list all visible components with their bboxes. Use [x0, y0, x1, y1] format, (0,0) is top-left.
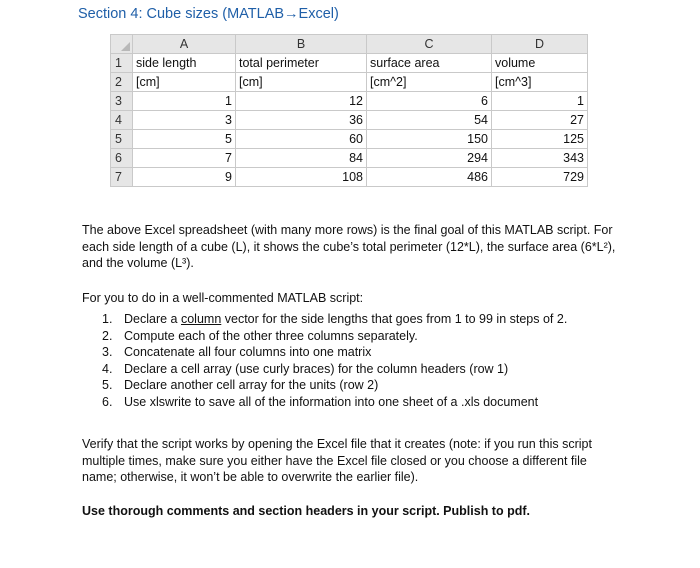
- cell[interactable]: 60: [236, 130, 367, 149]
- list-item: [82, 377, 642, 394]
- cell[interactable]: 54: [367, 111, 492, 130]
- list-item: [82, 344, 642, 361]
- table-row: [111, 168, 588, 187]
- arrow-icon: →: [284, 6, 299, 22]
- title-prefix: Section 4: Cube sizes (MATLAB: [78, 6, 285, 22]
- task-intro: For you to do in a well-commented MATLAB script:: [82, 291, 364, 305]
- cell[interactable]: 5: [133, 130, 236, 149]
- item-text: Declare a cell array (use curly braces) for the column headers (row 1): [124, 361, 509, 376]
- section-title: [78, 6, 339, 22]
- list-item: [82, 361, 642, 378]
- item-text: Declare another cell array for the units (row 2): [124, 378, 379, 392]
- cell[interactable]: 27: [492, 111, 588, 130]
- cell[interactable]: 729: [492, 168, 588, 187]
- item-number: 5.: [102, 378, 113, 392]
- cell[interactable]: 12: [236, 92, 367, 111]
- task-list: [82, 311, 642, 410]
- cell-b2[interactable]: [cm]: [236, 73, 367, 92]
- column-header-d[interactable]: D: [492, 35, 588, 54]
- cell[interactable]: 125: [492, 130, 588, 149]
- item-text: Concatenate all four columns into one matrix: [124, 345, 372, 359]
- row-header[interactable]: 1: [111, 54, 133, 73]
- row-header[interactable]: 5: [111, 130, 133, 149]
- cell-b1[interactable]: total perimeter: [236, 54, 367, 73]
- item-number: 6.: [102, 394, 113, 409]
- item-text: Use xlswrite to save all of the information into one sheet of a .xls document: [124, 394, 539, 409]
- row-header[interactable]: 6: [111, 149, 133, 168]
- verify-paragraph: Verify that the script works by opening the Excel file that it creates (note: if you run this script multiple times, make sure you either have the Excel file closed or you choose a different file name; otherwise, it won’t be able to overwrite the earlier file).: [82, 437, 592, 484]
- cell[interactable]: 486: [367, 168, 492, 187]
- cell[interactable]: 3: [133, 111, 236, 130]
- closing-instruction: Use thorough comments and section headers in your script. Publish to pdf.: [82, 504, 530, 518]
- list-item: [82, 311, 642, 328]
- cell[interactable]: 7: [133, 149, 236, 168]
- intro-paragraph: The above Excel spreadsheet (with many more rows) is the final goal of this MATLAB script. For each side length of a cube (L), it shows the cube’s total perimeter (12*L), the surface area (6*L²), and the volume (L³).: [82, 223, 616, 270]
- cell-c1[interactable]: surface area: [367, 54, 492, 73]
- item-number: 4.: [102, 361, 113, 376]
- cell-d1[interactable]: volume: [492, 54, 588, 73]
- title-suffix: Excel): [298, 6, 339, 22]
- cell[interactable]: 150: [367, 130, 492, 149]
- cell[interactable]: 108: [236, 168, 367, 187]
- row-header[interactable]: 2: [111, 73, 133, 92]
- item-underlined: column: [180, 312, 222, 326]
- row-header[interactable]: 7: [111, 168, 133, 187]
- item-number: 2.: [102, 328, 113, 343]
- item-text: Declare a: [124, 312, 181, 326]
- cell[interactable]: 1: [492, 92, 588, 111]
- cell[interactable]: 36: [236, 111, 367, 130]
- column-header-b[interactable]: B: [236, 35, 367, 54]
- table-row: [111, 92, 588, 111]
- cell-a1[interactable]: side length: [133, 54, 236, 73]
- cell[interactable]: 9: [133, 168, 236, 187]
- cell[interactable]: 294: [367, 149, 492, 168]
- cell-a2[interactable]: [cm]: [133, 73, 236, 92]
- cell-c2[interactable]: [cm^2]: [367, 73, 492, 92]
- column-header-c[interactable]: C: [367, 35, 492, 54]
- item-text: Compute each of the other three columns separately.: [124, 328, 418, 343]
- select-all-corner[interactable]: [111, 35, 133, 54]
- table-row: [111, 54, 588, 73]
- cell[interactable]: 1: [133, 92, 236, 111]
- cell[interactable]: 343: [492, 149, 588, 168]
- cell[interactable]: 6: [367, 92, 492, 111]
- table-row: [111, 111, 588, 130]
- spreadsheet: [110, 34, 588, 187]
- table-row: [111, 73, 588, 92]
- item-number: 1.: [102, 312, 113, 326]
- row-header[interactable]: 3: [111, 92, 133, 111]
- item-text: vector for the side lengths that goes from 1 to 99 in steps of 2.: [221, 312, 568, 326]
- column-header-row: [111, 35, 588, 54]
- row-header[interactable]: 4: [111, 111, 133, 130]
- cell[interactable]: 84: [236, 149, 367, 168]
- list-item: [82, 328, 642, 345]
- table-row: [111, 130, 588, 149]
- list-item: [82, 394, 642, 411]
- column-header-a[interactable]: A: [133, 35, 236, 54]
- cell-d2[interactable]: [cm^3]: [492, 73, 588, 92]
- item-number: 3.: [102, 345, 113, 359]
- table-row: [111, 149, 588, 168]
